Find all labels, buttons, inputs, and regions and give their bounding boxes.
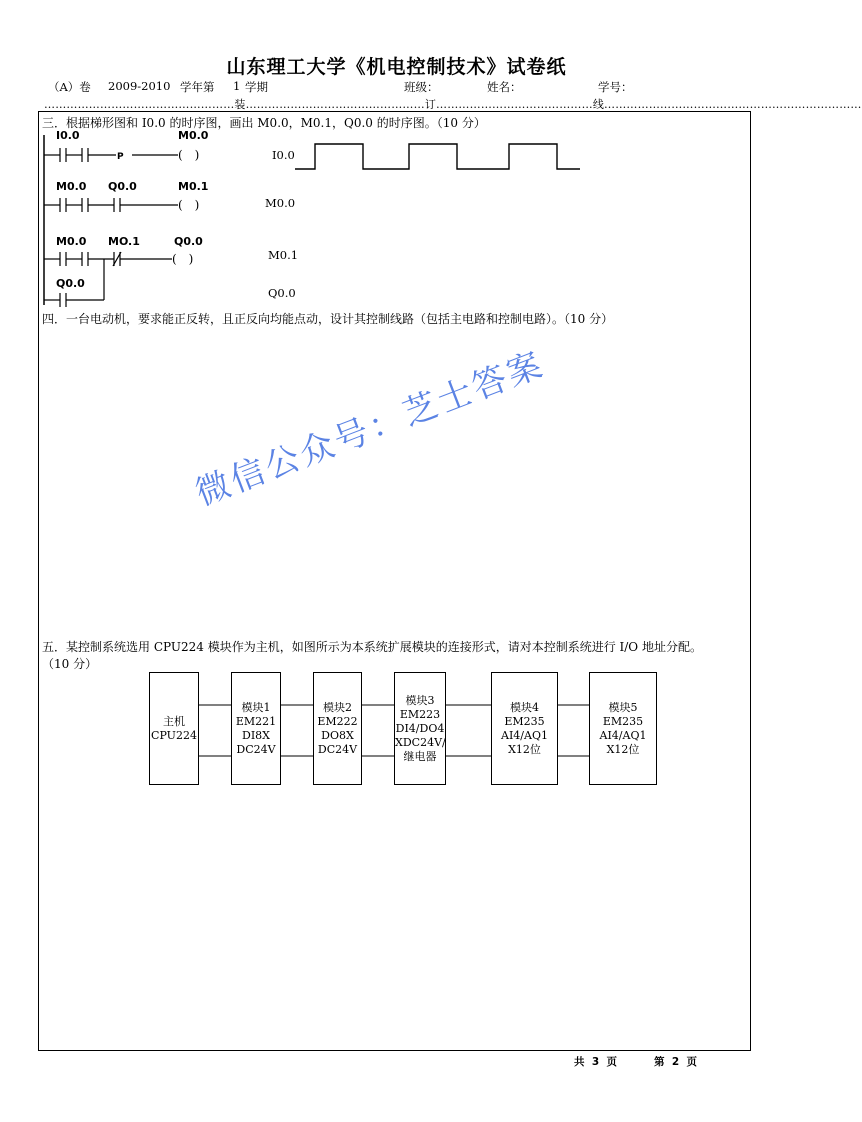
watermark: 微信公众号：芝士答案 <box>190 344 551 515</box>
signal-label-m01: M0.1 <box>268 248 299 262</box>
module-line: DO8X <box>321 728 354 742</box>
module-line: 模块5 <box>608 700 638 714</box>
i00-pulse-train <box>295 144 580 169</box>
current-page-suffix: 页 <box>686 1056 697 1068</box>
module-line: EM235 <box>504 714 545 728</box>
module-3-em223 <box>394 672 446 785</box>
binding-xian: 线 <box>592 98 605 111</box>
rung1-coil: ( ) <box>178 148 200 162</box>
module-line: 模块2 <box>323 700 352 714</box>
module-line: EM223 <box>399 707 441 721</box>
rung3-coil-label: Q0.0 <box>174 235 203 248</box>
term-label: 学年第 <box>180 80 215 94</box>
current-page-prefix: 第 <box>654 1056 665 1068</box>
module-line: AI4/AQ1 <box>501 728 548 742</box>
rung3-contact1-label: M0.0 <box>56 235 87 248</box>
pulse-contact-label: P <box>117 152 124 162</box>
module-line: EM222 <box>317 714 358 728</box>
total-pages-prefix: 共 <box>574 1056 585 1068</box>
rung1-coil-label: M0.0 <box>178 129 209 142</box>
question-5-score: （10 分） <box>42 657 98 671</box>
module-line: DI4/DO4 <box>395 721 445 735</box>
module-line: X12位 <box>508 742 541 756</box>
module-line: 模块1 <box>241 700 271 714</box>
module-line: 主机 <box>163 714 185 728</box>
module-line: 模块4 <box>510 700 539 714</box>
module-cpu224 <box>149 672 199 785</box>
ladder-diagram <box>38 125 238 310</box>
academic-year: 2009-2010 <box>108 79 171 93</box>
total-pages <box>574 1054 617 1069</box>
rung3-contact2-label: MO.1 <box>108 235 140 248</box>
module-line: DC24V <box>236 742 276 756</box>
student-id-label: 学号： <box>598 80 633 94</box>
signal-label-i00: I0.0 <box>272 148 295 162</box>
term-suffix: 学期 <box>245 80 268 94</box>
question-3: 三．根据梯形图和 I0.0 的时序图，画出 M0.0，M0.1，Q0.0 的时序图。（10 分） <box>42 116 486 130</box>
binding-ding: 订 <box>424 98 437 111</box>
total-pages-number: 3 <box>591 1056 600 1068</box>
module-line: DI8X <box>242 728 270 742</box>
rung3-coil: ( ) <box>172 252 194 266</box>
module-line: EM221 <box>235 714 277 728</box>
term-number: 1 <box>233 79 241 93</box>
module-1-em221 <box>231 672 281 785</box>
rung2-coil: ( ) <box>178 198 200 212</box>
rung2-coil-label: M0.1 <box>178 180 209 193</box>
module-line: X12位 <box>606 742 640 756</box>
module-line: XDC24V/ <box>395 735 446 749</box>
name-label: 姓名： <box>487 80 522 94</box>
binding-zhuang: 装 <box>234 98 246 111</box>
signal-label-m00: M0.0 <box>265 196 296 210</box>
rung2-contact1-label: M0.0 <box>56 180 87 193</box>
module-line: AI4/AQ1 <box>599 728 647 742</box>
question-5: 五．某控制系统选用 CPU224 模块作为主机，如图所示为本系统扩展模块的连接形式，请对本控制系统进行 I/O 地址分配。 <box>42 640 702 654</box>
class-label: 班级： <box>404 80 439 94</box>
question-4: 四．一台电动机，要求能正反转，且正反向均能点动，设计其控制线路（包括主电路和控制电路）。（10 分） <box>42 312 614 326</box>
module-line: 模块3 <box>405 693 435 707</box>
rung1-contact-label: I0.0 <box>56 129 80 142</box>
current-page-number: 2 <box>671 1056 680 1068</box>
module-line: 继电器 <box>403 749 437 763</box>
module-line: CPU224 <box>151 728 197 742</box>
signal-label-q00: Q0.0 <box>268 286 296 300</box>
module-4-em235 <box>491 672 558 785</box>
module-2-em222 <box>313 672 362 785</box>
parallel-contact-label: Q0.0 <box>56 277 85 290</box>
module-line: DC24V <box>317 742 358 756</box>
rung2-contact2-label: Q0.0 <box>108 180 137 193</box>
current-page <box>654 1054 697 1069</box>
module-5-em235 <box>589 672 657 785</box>
binding-line: ……………………………………………装…………………………………………订……………………………………线…………………………………………………………… <box>44 98 862 111</box>
exam-title: 山东理工大学《机电控制技术》试卷纸 <box>226 56 567 78</box>
module-line: EM235 <box>602 714 644 728</box>
paper-label: （A）卷 <box>48 80 91 94</box>
i00-waveform <box>295 140 585 175</box>
total-pages-suffix: 页 <box>606 1056 617 1068</box>
